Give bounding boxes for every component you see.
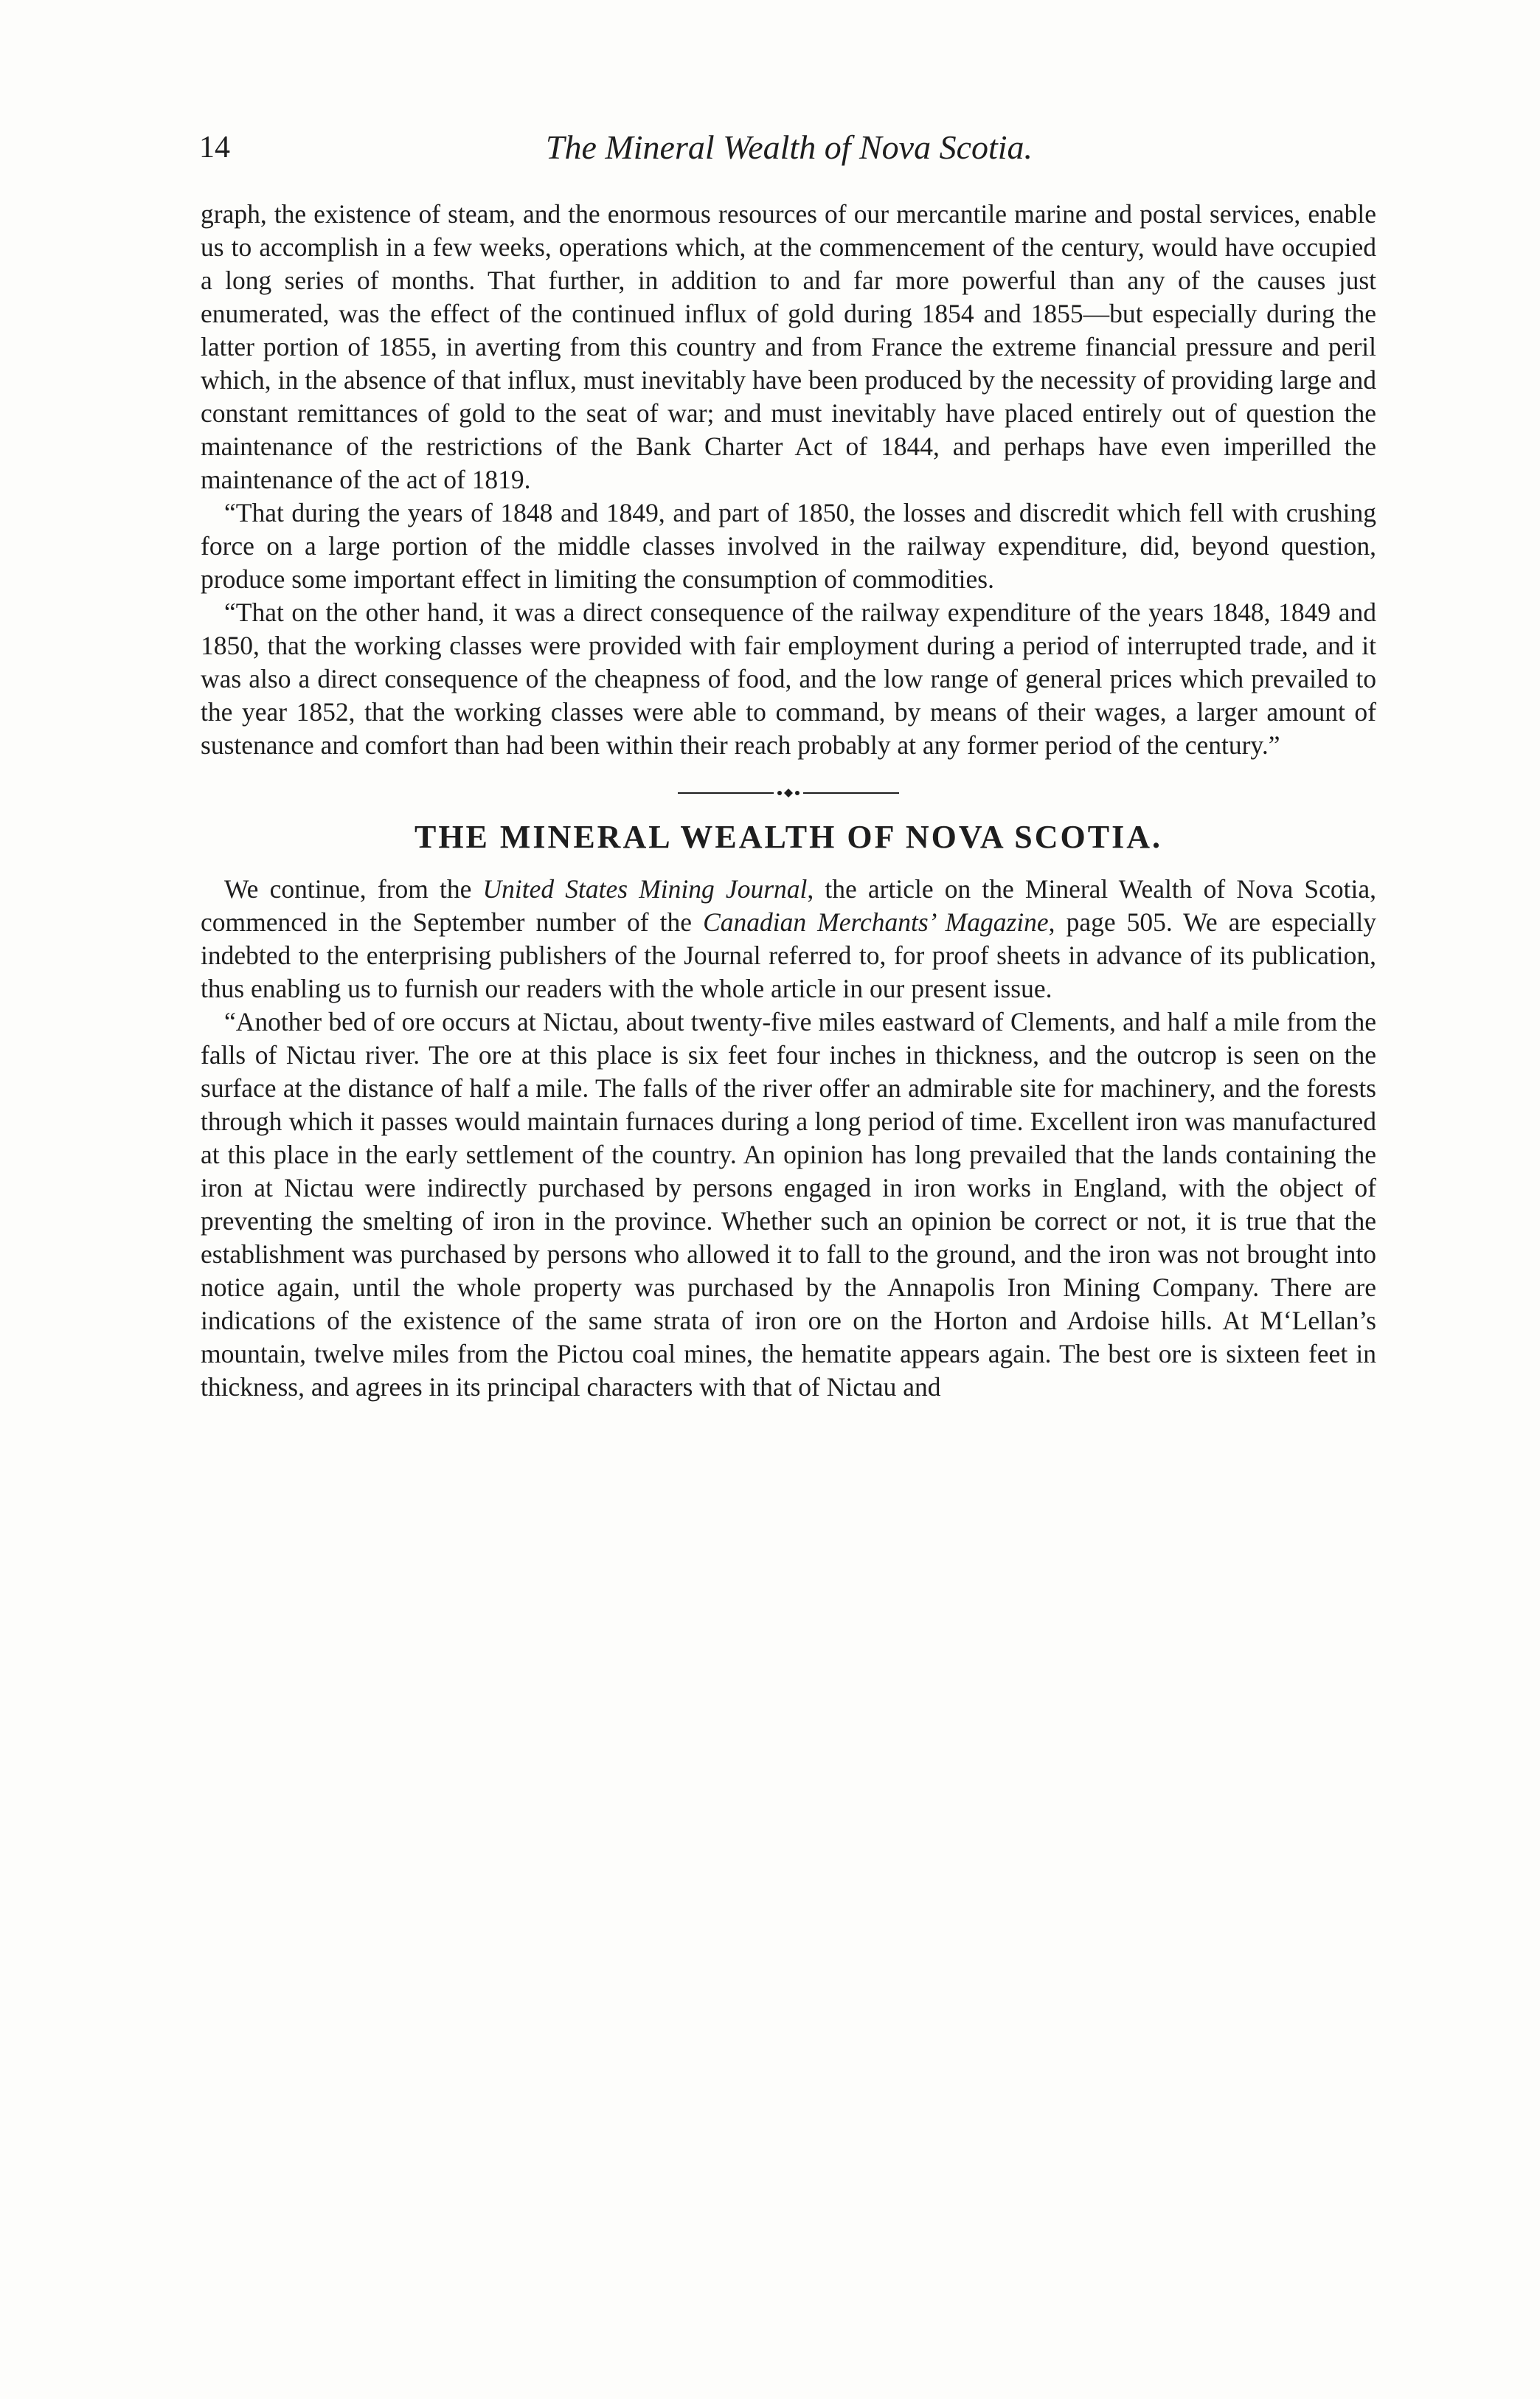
- section-divider-ornament: [648, 778, 929, 808]
- paragraph-nictau-ore: “Another bed of ore occurs at Nictau, about twenty-five miles eastward of Clements, and half a mile from the falls of Nictau river. The ore at this place is six feet four inches in thickness, and the outcrop is seen on the surface at the distance of half a mile. The falls of the river offer an admirable site for machinery, and the forests through which it passes would maintain furnaces during a long period of time. Excellent iron was manufactured at this place in the early settlement of the country. An opinion has long prevailed that the lands containing the iron at Nictau were indirectly purchased by persons engaged in iron works in England, with the object of preventing the smelting of iron in the province. Whether such an opinion be correct or not, it is true that the establishment was purchased by persons who allowed it to fall to the ground, and the iron was not brought into notice again, until the whole property was purchased by the Annapolis Iron Mining Company. There are indications of the existence of the same strata of iron ore on the Horton and Ardoise hills. At M‘Lellan’s mountain, twelve miles from the Pictou coal mines, the hematite appears again. The best ore is sixteen feet in thickness, and agrees in its principal characters with that of Nictau and: [201, 1007, 1376, 1402]
- intro-text-3: , page 505. We are especially indebted to the enterprising publishers of the Journal referred to, for proof sheets in advance of its publication, thus enabling us to furnish our readers with the whole article in our present issue.: [201, 907, 1376, 1003]
- page-number: 14: [199, 131, 230, 165]
- paragraph-quote-losses: “That during the years of 1848 and 1849, and part of 1850, the losses and discredit which fell with crushing force on a large portion of the middle classes involved in the railway expenditure, did, beyond question, produce some important effect in limiting the consumption of commodities.: [201, 498, 1376, 594]
- body-text: [201, 198, 1376, 1404]
- journal-title: United States Mining Journal: [482, 874, 808, 904]
- running-title: The Mineral Wealth of Nova Scotia.: [545, 128, 1033, 166]
- paragraph-intro: [201, 873, 1376, 1005]
- running-head: [199, 125, 1379, 177]
- magazine-title: Canadian Merchants’ Magazine: [703, 907, 1049, 937]
- intro-text-2: , the article on the Mineral Wealth of Nova Scotia, commenced in the September number of the: [201, 874, 1376, 937]
- intro-text-1: We continue, from the: [224, 874, 483, 904]
- paragraph-continued: graph, the existence of steam, and the enormous resources of our mercantile marine and postal services, enable us to accomplish in a few weeks, operations which, at the commencement of the century, would have occupied a long series of months. That further, in addition to and far more powerful than any of the causes just enumerated, was the effect of the continued influx of gold during 1854 and 1855—but especially during the latter portion of 1855, in averting from this country and from France the extreme financial pressure and peril which, in the absence of that influx, must inevitably have been produced by the necessity of providing large and constant remittances of gold to the seat of war; and must inevitably have placed entirely out of question the maintenance of the restrictions of the Bank Charter Act of 1844, and perhaps have even imperilled the maintenance of the act of 1819.: [201, 199, 1376, 494]
- section-heading: THE MINERAL WEALTH OF NOVA SCOTIA.: [414, 819, 1162, 855]
- paragraph-quote-railway: “That on the other hand, it was a direct consequence of the railway expenditure of the years 1848, 1849 and 1850, that the working classes were provided with fair employment during a period of interrupted trade, and it was also a direct consequence of the cheapness of food, and the low range of general prices which prevailed to the year 1852, that the working classes were able to command, by means of their wages, a larger amount of sustenance and comfort than had been within their reach probably at any former period of the century.”: [201, 598, 1376, 760]
